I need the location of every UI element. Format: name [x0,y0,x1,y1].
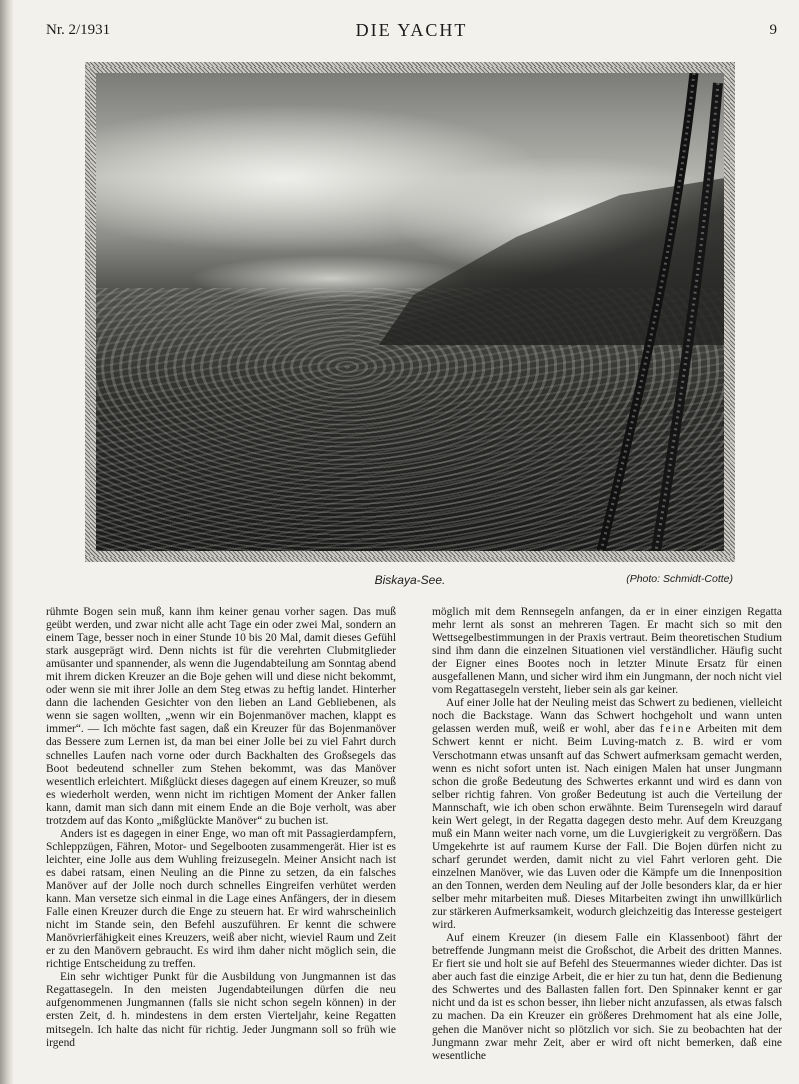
article-body [40,606,782,1076]
paragraph: möglich mit dem Rennsegeln anfangen, da er in einer einzigen Regatta mehr lernt als sonst an mehreren Tagen. Er macht sich so mit den Wettsegelbestimmungen in der Praxis vertraut. Beim theoretischen Studium sind ihm dann die einzelnen Situationen viel verständlicher. Häufig sucht der Eigner eines Bootes noch in letzter Minute Ersatz für einen ausgefallenen Mann, und sicher wird ihm ein Jungmann, der noch nicht viel vom Regattasegeln versteht, lieber sein als gar keiner. [432,606,782,697]
issue-number: Nr. 2/1931 [46,22,111,38]
photo-frame [85,62,735,562]
running-header [46,20,777,44]
left-column [46,606,396,1050]
magazine-title: DIE YACHT [355,20,468,40]
right-column [432,606,782,1063]
rigging-lines-icon [96,73,724,551]
paragraph: rühmte Bogen sein muß, kann ihm keiner genau vorher sagen. Das muß geübt werden, und zwar nicht alle acht Tage ein oder zwei Mal, sondern an einem Tage, besser noch in einer Stunde 10 bis 20 Mal, damit dieses Gefühl stark ausgeprägt wird. Denn nichts ist für die verehrten Clubmitglieder amüsanter und spannender, als wenn die Jugendabteilung am Sonntag abend mit ihrem dicken Kreuzer an die Boje gehen will und diese nicht bekommt, oder wenn sie mit ihrer Jolle an dem Steg etwas zu heftig landet. Hinterher dann die lachenden Gesichter von den lieben an Land Gebliebenen, als wenn sie sagen wollten, „wenn wir ein Bojenmanöver machen, klappt es immer“. — Ich möchte fast sagen, daß ein Kreuzer für das Bojenmanöver das Bessere zum Lernen ist, da man bei einer Jolle bei zu viel Fahrt durch schnelles Laufen nach vorne oder durch Backhalten des Großsegels das Boot bedeutend schneller zum Stehen bekommt, was das Manöver wesentlich erleichtert. Mißglückt dieses dagegen auf einem Kreuzer, so muß es wiederholt werden, wenn nicht im richtigen Moment der Anker fallen kann, damit man sich dann mit einem Ende an die Boje verholt, was aber trotzdem auf das Konto „mißglückte Manöver“ zu buchen ist. [46,606,396,827]
paragraph: Anders ist es dagegen in einer Enge, wo man oft mit Passagierdampfern, Schleppzügen, Fähren, Motor- und Segelbooten zusammengerät. Hier ist es leichter, eine Jolle aus dem Wuhling freizusegeln. Meiner Ansicht nach ist es dabei ratsam, einen Neuling an die Pinne zu setzen, da ein falsches Manöver auf der Jolle noch durch schnelles Eingreifen verhütet werden kann. Man versetze sich einmal in die Lage eines Anfängers, der in diesem Falle einen Kreuzer durch die Enge zu steuern hat. Er wird wahrscheinlich nicht im Stande sein, den Befehl auszuführen. Er kennt die schwere Manövrierfähigkeit eines Kreuzers, weiß aber nicht, wieviel Raum und Zeit er zu den Manövern gebraucht. Es wird ihm daher nicht möglich sein, die richtige Entscheidung zu treffen. [46,827,396,971]
paragraph: Ein sehr wichtiger Punkt für die Ausbildung von Jungmannen ist das Regattasegeln. In den meisten Jugendabteilungen dürfen die neu aufgenommenen Jungmannen (falls sie nicht schon segeln können) in der ersten Zeit, d. h. mindestens in dem ersten Vierteljahr, keine Regatten mitsegeln. Ich halte das nicht für richtig. Jeder Jungmann soll so früh wie irgend [46,971,396,1049]
paragraph-text: Auf einer Jolle hat der Neuling meist das Schwert zu bedienen, vielleicht noch die Backstage. Wann das Schwert hochgeholt und wann unten gelassen werden muß, weiß er wohl, aber das [432,697,782,736]
page-binding-shadow [0,0,14,1084]
paragraph [432,697,782,932]
photo-credit: (Photo: Schmidt-Cotte) [626,573,733,585]
page-number: 9 [769,22,777,38]
paragraph-text: Arbeiten mit dem Schwert kennt er nicht. Beim Luving-match z. B. wird er vom Verschotmann etwas unsanft auf das Schwert aufmerksam gemacht werden, wenn es nicht sofort unten ist. Nach einigen Malen hat unser Jungmann schon die große Bedeutung des Schwertes erkannt und wird es dann von selber richtig fahren. Von großer Bedeutung ist auch die Verteilung der Mannschaft, wie ich oben schon erwähnte. Beim Turensegeln wird darauf kein Wert gelegt, in der Regatta dagegen desto mehr. Auf dem Kreuzgang muß ein Mann weiter nach vorne, um die Luvgierigkeit zu vergrößern. Das Umgekehrte ist auf raumem Kurse der Fall. Die Bojen dürfen nicht zu scharf gerundet werden, damit nicht zu viel Fahrt verloren geht. Die einzelnen Manöver, wie das Luven oder die Kämpfe um die Innenposition an den Tonnen, werden dem Neuling auf der Jolle besonders klar, da er hier selber mehr mitarbeiten muß. Dieses Mitarbeiten zwingt ihn unwillkürlich zur stärkeren Aufmerksamkeit, wodurch gleichzeitig das Interesse gesteigert wird. [432,723,782,932]
emphasized-word: feine [659,723,693,736]
paragraph: Auf einem Kreuzer (in diesem Falle ein Klassenboot) fährt der betreffende Jungmann meist die Großschot, die Arbeit des dritten Mannes. Er fiert sie und holt sie auf Befehl des Steuermannes wieder dichter. Das ist aber auch fast die einzige Arbeit, die er hier zu tun hat, denn die Bedienung des Schwertes und des Ballasten fallen fort. Den Spinnaker kennt er gar nicht und da ist es schon besser, ihn lieber nicht anzufassen, als etwas falsch zu machen. Da ein Kreuzer ein größeres Drehmoment hat als eine Jolle, gehen die Manöver nicht so plötzlich vor sich. Sie zu beobachten hat der Jungmann zwar mehr Zeit, aber er wird oft nicht bemerken, daß eine wesentliche [432,932,782,1062]
caption-title: Biskaya-See. [374,573,446,587]
seascape-photo-icon [96,73,724,551]
photo-caption [85,573,735,591]
